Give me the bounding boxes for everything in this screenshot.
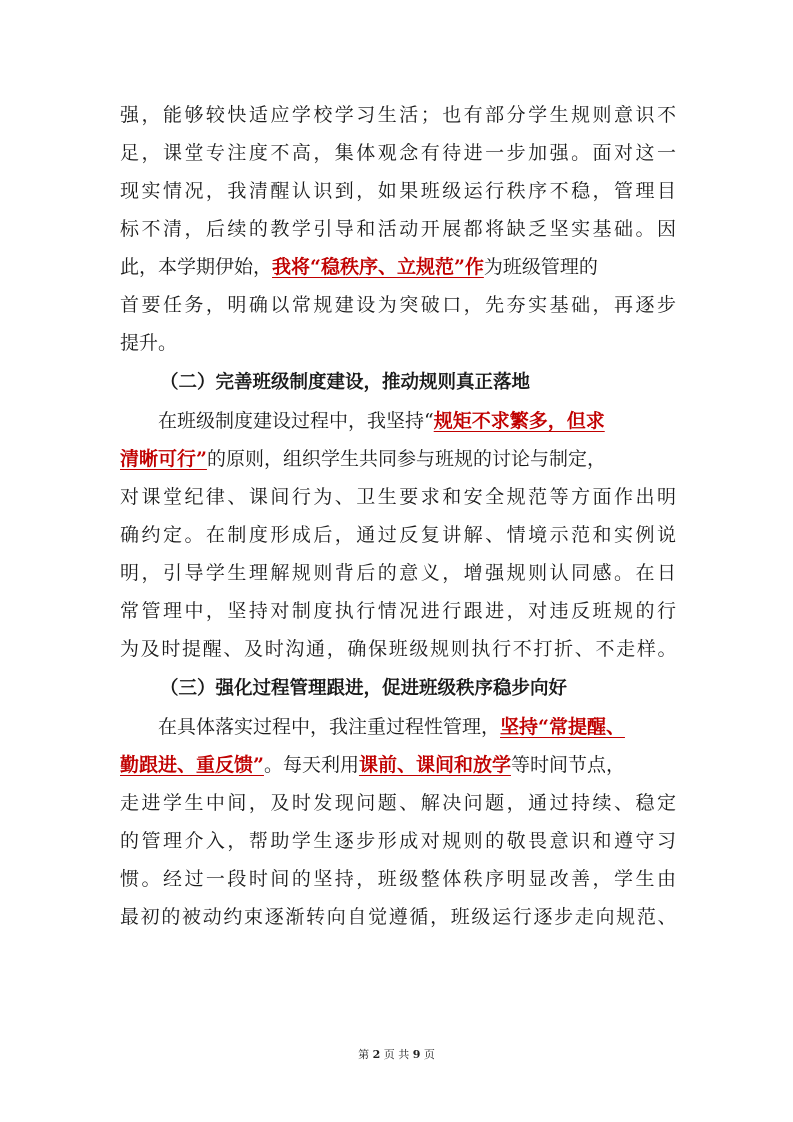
paragraph-line xyxy=(120,712,676,742)
text-run: 等时间节点， xyxy=(510,754,625,776)
paragraph-line: 强，能够较快适应学校学习生活；也有部分学生规则意识不 xyxy=(120,104,676,126)
text-run: 在具体落实过程中，我注重过程性管理， xyxy=(158,716,501,738)
current-page-number: 2 xyxy=(372,1048,381,1061)
footer-prefix: 第 xyxy=(358,1048,370,1061)
paragraph-line: 足，课堂专注度不高，集体观念有待进一步加强。面对这一 xyxy=(120,142,676,164)
paragraph-line: 为及时提醒、及时沟通，确保班级规则执行不打折、不走样。 xyxy=(120,638,676,660)
paragraph-line: 首要任务，明确以常规建设为突破口，先夯实基础，再逐步 xyxy=(120,294,676,316)
paragraph-line: 最初的被动约束逐渐转向自觉遵循，班级运行逐步走向规范、 xyxy=(120,906,676,928)
paragraph-line: 标不清，后续的教学引导和活动开展都将缺乏坚实基础。因 xyxy=(120,218,676,240)
paragraph-line xyxy=(120,444,676,474)
paragraph-line: 惯。经过一段时间的坚持，班级整体秩序明显改善，学生由 xyxy=(120,868,676,890)
paragraph-line xyxy=(120,750,676,780)
paragraph-line xyxy=(120,252,676,282)
footer-suffix: 页 xyxy=(423,1048,435,1061)
paragraph-line: 确约定。在制度形成后，通过反复讲解、情境示范和实例说 xyxy=(120,524,676,546)
paragraph-line xyxy=(120,406,676,436)
section-heading: （二）完善班级制度建设，推动规则真正落地 xyxy=(160,372,531,393)
footer-middle: 页 共 xyxy=(383,1048,410,1061)
paragraph-line: 提升。 xyxy=(120,332,178,354)
paragraph-line: 现实情况，我清醒认识到，如果班级运行秩序不稳，管理目 xyxy=(120,180,676,202)
paragraph-line: 的管理介入，帮助学生逐步形成对规则的敬畏意识和遵守习 xyxy=(120,830,676,852)
text-run: 此，本学期伊始， xyxy=(120,256,273,278)
text-run: 。每天利用 xyxy=(263,754,359,776)
highlighted-phrase: 我将“稳秩序、立规范”作 xyxy=(272,256,484,278)
text-run: 为班级管理的 xyxy=(483,256,598,278)
highlighted-phrase: 勤跟进、重反馈” xyxy=(120,754,264,776)
paragraph-line: 对课堂纪律、课间行为、卫生要求和安全规范等方面作出明 xyxy=(120,486,676,508)
total-page-count: 9 xyxy=(412,1048,421,1061)
highlighted-phrase: 课前、课间和放学 xyxy=(358,754,511,776)
section-heading: （三）强化过程管理跟进，促进班级秩序稳步向好 xyxy=(160,678,568,699)
page-number-footer xyxy=(0,1046,793,1062)
text-run: 的原则，组织学生共同参与班规的讨论与制定， xyxy=(206,448,606,470)
paragraph-line: 走进学生中间，及时发现问题、解决问题，通过持续、稳定 xyxy=(120,792,676,814)
text-run: 在班级制度建设过程中，我坚持“ xyxy=(158,410,434,432)
highlighted-phrase: 坚持“常提醒、 xyxy=(500,716,625,738)
highlighted-phrase: 规矩不求繁多，但求 xyxy=(433,410,605,432)
highlighted-phrase: 清晰可行” xyxy=(120,448,207,470)
paragraph-line: 常管理中，坚持对制度执行情况进行跟进，对违反班规的行 xyxy=(120,600,676,622)
paragraph-line: 明，引导学生理解规则背后的意义，增强规则认同感。在日 xyxy=(120,562,676,584)
